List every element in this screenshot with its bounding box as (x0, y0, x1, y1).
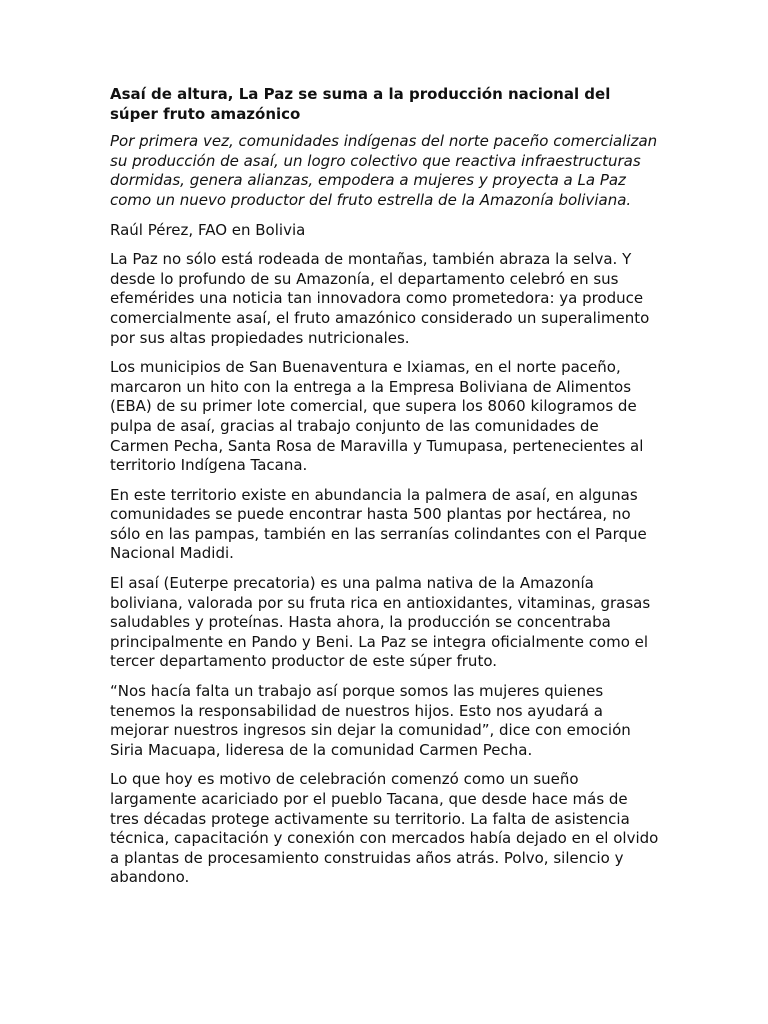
article-lead: Por primera vez, comunidades indígenas del norte paceño comercializan su producción de asaí, un logro colectivo que reactiva infraestructuras dormidas, genera alianzas, empodera a mujeres y proyecta a La Paz como un nuevo productor del fruto estrella de la Amazonía boliviana. (110, 132, 658, 209)
article-author: Raúl Pérez, FAO en Bolivia (110, 220, 306, 239)
article-paragraph-4: El asaí (Euterpe precatoria) es una palma nativa de la Amazonía boliviana, valorada por su fruta rica en antioxidantes, vitaminas, grasas saludables y proteínas. Hasta ahora, la producción se concentraba principalmente en Pando y Beni. La Paz se integra oficialmente como el tercer departamento productor de este súper fruto. (110, 574, 651, 671)
article-paragraph-6: Lo que hoy es motivo de celebración comenzó como un sueño largamente acariciado por el pueblo Tacana, que desde hace más de tres décadas protege activamente su territorio. La falta de asistencia técnica, capacitación y conexión con mercados había dejado en el olvido a plantas de procesamiento construidas años atrás. Polvo, silencio y abandono. (110, 770, 659, 887)
article-paragraph-5: “Nos hacía falta un trabajo así porque somos las mujeres quienes tenemos la responsabilidad de nuestros hijos. Esto nos ayudará a mejorar nuestros ingresos sin dejar la comunidad”, dice con emoción Siria Macuapa, lideresa de la comunidad Carmen Pecha. (110, 682, 631, 759)
article-paragraph-3: En este territorio existe en abundancia la palmera de asaí, en algunas comunidades se puede encontrar hasta 500 plantas por hectárea, no sólo en las pampas, también en las serranías colindantes con el Parque Nacional Madidi. (110, 485, 647, 563)
article-title: Asaí de altura, La Paz se suma a la producción nacional del súper fruto amazónico (110, 85, 611, 123)
article-paragraph-2: Los municipios de San Buenaventura e Ixiamas, en el norte paceño, marcaron un hito con la entrega a la Empresa Boliviana de Alimentos (EBA) de su primer lote comercial, que supera los 8060 kilogramos de pulpa de asaí, gracias al trabajo conjunto de las comunidades de Carmen Pecha, Santa Rosa de Maravilla y Tumupasa, pertenecientes al territorio Indígena Tacana. (110, 358, 644, 475)
article-paragraph-1: La Paz no sólo está rodeada de montañas, también abraza la selva. Y desde lo profundo de su Amazonía, el departamento celebró en sus efemérides una noticia tan innovadora como prometedora: ya produce comercialmente asaí, el fruto amazónico considerado un superalimento por sus altas propiedades nutricionales. (110, 250, 650, 347)
document-page (110, 82, 660, 898)
